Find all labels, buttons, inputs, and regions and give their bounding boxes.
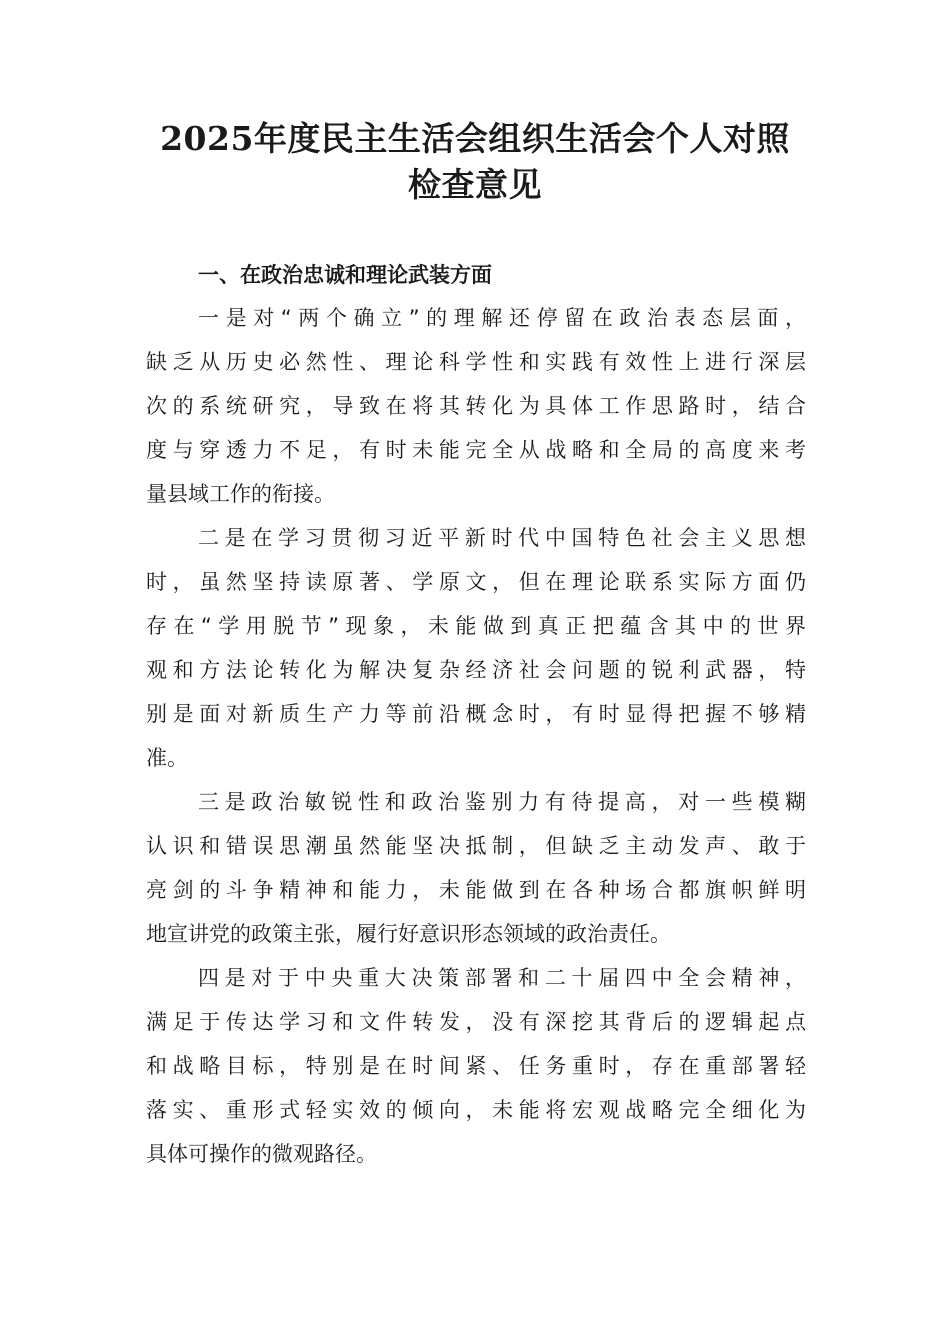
paragraph-line: 一是对“两个确立”的理解还停留在政治表态层面， — [198, 306, 806, 330]
paragraph-line: 二是在学习贯彻习近平新时代中国特色社会主义思想 — [198, 526, 806, 550]
paragraph-line: 满足于传达学习和文件转发，没有深挖其背后的逻辑起点 — [146, 1010, 806, 1034]
paragraph-line: 具体可操作的微观路径。 — [146, 1142, 377, 1166]
paragraph-line: 量县域工作的衔接。 — [146, 482, 335, 506]
paragraph-line: 三是政治敏锐性和政治鉴别力有待提高，对一些模糊 — [198, 790, 806, 814]
paragraph-line: 准。 — [146, 746, 188, 770]
paragraph-4 — [146, 956, 806, 1176]
paragraph-line: 落实、重形式轻实效的倾向，未能将宏观战略完全细化为 — [146, 1098, 806, 1122]
document-body — [146, 254, 806, 1176]
paragraph-line: 认识和错误思潮虽然能坚决抵制，但缺乏主动发声、敢于 — [146, 834, 806, 858]
paragraph-line: 时，虽然坚持读原著、学原文，但在理论联系实际方面仍 — [146, 570, 806, 594]
paragraph-line: 和战略目标，特别是在时间紧、任务重时，存在重部署轻 — [146, 1054, 806, 1078]
paragraph-1 — [146, 296, 806, 516]
section-heading: 一、在政治忠诚和理论武装方面 — [198, 263, 492, 287]
document-title — [140, 116, 810, 208]
paragraph-line: 度与穿透力不足，有时未能完全从战略和全局的高度来考 — [146, 438, 806, 462]
paragraph-line: 观和方法论转化为解决复杂经济社会问题的锐利武器，特 — [146, 658, 806, 682]
paragraph-3 — [146, 780, 806, 956]
title-line-1: 2025年度民主生活会组织生活会个人对照 — [160, 119, 790, 158]
paragraph-line: 别是面对新质生产力等前沿概念时，有时显得把握不够精 — [146, 702, 806, 726]
paragraph-line: 四是对于中央重大决策部署和二十届四中全会精神， — [198, 966, 806, 990]
paragraph-2 — [146, 516, 806, 780]
title-line-2: 检查意见 — [408, 165, 542, 204]
paragraph-line: 亮剑的斗争精神和能力，未能做到在各种场合都旗帜鲜明 — [146, 878, 806, 902]
paragraph-line: 次的系统研究，导致在将其转化为具体工作思路时，结合 — [146, 394, 806, 418]
paragraph-line: 地宣讲党的政策主张，履行好意识形态领域的政治责任。 — [146, 922, 671, 946]
paragraph-line: 存在“学用脱节”现象，未能做到真正把蕴含其中的世界 — [146, 614, 806, 638]
paragraph-line: 缺乏从历史必然性、理论科学性和实践有效性上进行深层 — [146, 350, 806, 374]
